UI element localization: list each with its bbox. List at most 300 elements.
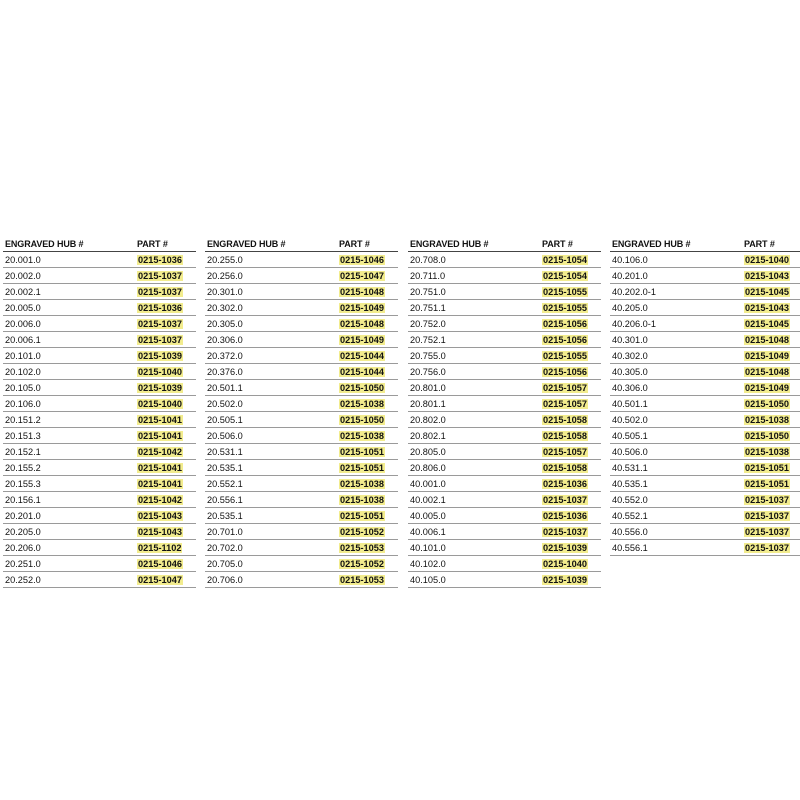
hub-number: 20.535.1 xyxy=(207,462,243,473)
hub-number: 20.556.1 xyxy=(207,494,243,505)
table-row xyxy=(3,348,196,364)
part-number: 0215-1051 xyxy=(340,462,384,473)
part-number-cell xyxy=(339,527,398,537)
part-number-cell xyxy=(339,367,398,377)
hub-number: 20.252.0 xyxy=(5,574,41,585)
hub-number: 20.005.0 xyxy=(5,302,41,313)
table-row xyxy=(610,428,800,444)
part-number-cell xyxy=(744,431,800,441)
part-number: 0215-1037 xyxy=(138,334,182,345)
table-row xyxy=(610,492,800,508)
table-column-3 xyxy=(408,236,601,588)
table-row xyxy=(408,396,601,412)
part-number-cell xyxy=(744,399,800,409)
part-number-cell xyxy=(542,463,601,473)
table-row xyxy=(610,300,800,316)
table-row xyxy=(205,268,398,284)
part-number-cell xyxy=(542,271,601,281)
part-number: 0215-1037 xyxy=(543,494,587,505)
parts-table xyxy=(3,236,797,585)
part-number: 0215-1058 xyxy=(543,462,587,473)
hub-number: 20.701.0 xyxy=(207,526,243,537)
part-number: 0215-1045 xyxy=(745,318,789,329)
table-row xyxy=(408,444,601,460)
part-number: 0215-1038 xyxy=(745,414,789,425)
hub-number: 20.531.1 xyxy=(207,446,243,457)
part-number-cell xyxy=(137,351,196,361)
hub-number: 40.001.0 xyxy=(410,478,446,489)
part-number-cell xyxy=(339,463,398,473)
hub-number: 20.151.2 xyxy=(5,414,41,425)
part-number-cell xyxy=(137,303,196,313)
table-row xyxy=(205,396,398,412)
hub-number: 40.202.0-1 xyxy=(612,286,656,297)
table-row xyxy=(610,380,800,396)
part-number-cell xyxy=(137,527,196,537)
hub-number: 20.251.0 xyxy=(5,558,41,569)
table-row xyxy=(3,412,196,428)
part-number-cell xyxy=(744,447,800,457)
table-row xyxy=(205,284,398,300)
table-row xyxy=(610,348,800,364)
part-number-cell xyxy=(542,511,601,521)
hub-number: 20.756.0 xyxy=(410,366,446,377)
table-row xyxy=(610,524,800,540)
part-number-cell xyxy=(744,335,800,345)
part-number: 0215-1043 xyxy=(138,526,182,537)
part-number: 0215-1049 xyxy=(340,334,384,345)
table-row xyxy=(205,476,398,492)
hub-number: 20.001.0 xyxy=(5,254,41,265)
part-number-cell xyxy=(542,415,601,425)
part-number: 0215-1039 xyxy=(543,574,587,585)
part-number-cell xyxy=(339,495,398,505)
column-header xyxy=(610,236,800,252)
part-number-cell xyxy=(339,303,398,313)
part-number-cell xyxy=(339,543,398,553)
table-row xyxy=(3,524,196,540)
table-row xyxy=(205,556,398,572)
hub-number: 20.706.0 xyxy=(207,574,243,585)
part-number: 0215-1037 xyxy=(745,510,789,521)
part-number: 0215-1040 xyxy=(543,558,587,569)
part-number-cell xyxy=(542,575,601,585)
table-row xyxy=(3,460,196,476)
part-number-cell xyxy=(744,319,800,329)
hub-number: 20.801.1 xyxy=(410,398,446,409)
table-row xyxy=(610,540,800,556)
part-number-cell xyxy=(339,335,398,345)
table-row xyxy=(205,316,398,332)
hub-number: 20.751.0 xyxy=(410,286,446,297)
hub-number: 40.102.0 xyxy=(410,558,446,569)
part-number-cell xyxy=(137,543,196,553)
part-number: 0215-1057 xyxy=(543,382,587,393)
hub-number: 20.106.0 xyxy=(5,398,41,409)
part-number: 0215-1050 xyxy=(745,430,789,441)
part-number-cell xyxy=(542,399,601,409)
table-row xyxy=(3,572,196,588)
part-number: 0215-1044 xyxy=(340,366,384,377)
hub-number: 20.506.0 xyxy=(207,430,243,441)
part-number: 0215-1056 xyxy=(543,366,587,377)
hub-number: 20.152.1 xyxy=(5,446,41,457)
hub-number: 40.535.1 xyxy=(612,478,648,489)
part-number: 0215-1058 xyxy=(543,414,587,425)
part-number: 0215-1046 xyxy=(340,254,384,265)
part-number-cell xyxy=(744,367,800,377)
part-number: 0215-1037 xyxy=(745,526,789,537)
table-row xyxy=(205,348,398,364)
part-number-cell xyxy=(744,463,800,473)
table-row xyxy=(610,268,800,284)
table-row xyxy=(3,380,196,396)
part-number: 0215-1039 xyxy=(543,542,587,553)
part-number: 0215-1040 xyxy=(138,398,182,409)
table-row xyxy=(408,332,601,348)
table-row xyxy=(3,556,196,572)
hub-number: 20.201.0 xyxy=(5,510,41,521)
hub-number: 20.552.1 xyxy=(207,478,243,489)
hub-number: 20.802.0 xyxy=(410,414,446,425)
part-number-cell xyxy=(744,271,800,281)
part-number: 0215-1039 xyxy=(138,382,182,393)
part-number-cell xyxy=(744,511,800,521)
part-number: 0215-1036 xyxy=(138,302,182,313)
header-engraved-hub: ENGRAVED HUB # xyxy=(207,238,286,249)
hub-number: 20.751.1 xyxy=(410,302,446,313)
part-number-cell xyxy=(744,255,800,265)
part-number: 0215-1057 xyxy=(543,398,587,409)
part-number-cell xyxy=(542,431,601,441)
hub-number: 40.552.0 xyxy=(612,494,648,505)
part-number-cell xyxy=(744,383,800,393)
table-row xyxy=(408,284,601,300)
part-number-cell xyxy=(137,271,196,281)
part-number: 0215-1048 xyxy=(745,366,789,377)
part-number-cell xyxy=(744,287,800,297)
hub-number: 20.802.1 xyxy=(410,430,446,441)
part-number-cell xyxy=(542,383,601,393)
part-number: 0215-1051 xyxy=(745,462,789,473)
part-number: 0215-1039 xyxy=(138,350,182,361)
part-number: 0215-1102 xyxy=(138,542,182,553)
part-number: 0215-1050 xyxy=(745,398,789,409)
table-row xyxy=(205,540,398,556)
part-number-cell xyxy=(542,335,601,345)
hub-number: 20.155.3 xyxy=(5,478,41,489)
part-number: 0215-1055 xyxy=(543,350,587,361)
table-row xyxy=(408,572,601,588)
table-row xyxy=(3,492,196,508)
table-row xyxy=(610,284,800,300)
table-column-2 xyxy=(205,236,398,588)
part-number-cell xyxy=(137,479,196,489)
part-number: 0215-1038 xyxy=(340,494,384,505)
table-row xyxy=(3,364,196,380)
table-row xyxy=(3,316,196,332)
part-number: 0215-1038 xyxy=(340,430,384,441)
table-row xyxy=(408,460,601,476)
part-number-cell xyxy=(744,495,800,505)
table-row xyxy=(408,412,601,428)
hub-number: 20.702.0 xyxy=(207,542,243,553)
part-number-cell xyxy=(744,351,800,361)
part-number-cell xyxy=(137,319,196,329)
part-number-cell xyxy=(137,255,196,265)
part-number-cell xyxy=(137,463,196,473)
part-number-cell xyxy=(137,431,196,441)
hub-number: 20.205.0 xyxy=(5,526,41,537)
part-number-cell xyxy=(339,575,398,585)
part-number-cell xyxy=(542,319,601,329)
part-number: 0215-1038 xyxy=(340,478,384,489)
table-row xyxy=(408,380,601,396)
part-number-cell xyxy=(137,367,196,377)
table-row xyxy=(408,316,601,332)
table-row xyxy=(3,268,196,284)
table-row xyxy=(610,316,800,332)
table-row xyxy=(408,364,601,380)
table-row xyxy=(3,540,196,556)
part-number: 0215-1038 xyxy=(340,398,384,409)
part-number-cell xyxy=(542,303,601,313)
part-number: 0215-1057 xyxy=(543,446,587,457)
part-number-cell xyxy=(137,511,196,521)
part-number-cell xyxy=(542,367,601,377)
part-number-cell xyxy=(542,351,601,361)
hub-number: 20.002.0 xyxy=(5,270,41,281)
part-number: 0215-1041 xyxy=(138,430,182,441)
part-number: 0215-1049 xyxy=(745,350,789,361)
part-number-cell xyxy=(339,479,398,489)
header-part-number: PART # xyxy=(744,238,775,249)
hub-number: 20.006.0 xyxy=(5,318,41,329)
part-number-cell xyxy=(542,543,601,553)
hub-number: 20.302.0 xyxy=(207,302,243,313)
part-number-cell xyxy=(339,287,398,297)
hub-number: 40.105.0 xyxy=(410,574,446,585)
table-row xyxy=(408,492,601,508)
header-part-number: PART # xyxy=(339,238,370,249)
part-number: 0215-1037 xyxy=(138,286,182,297)
hub-number: 20.002.1 xyxy=(5,286,41,297)
part-number: 0215-1047 xyxy=(138,574,182,585)
hub-number: 40.506.0 xyxy=(612,446,648,457)
table-row xyxy=(610,476,800,492)
hub-number: 20.155.2 xyxy=(5,462,41,473)
part-number-cell xyxy=(542,255,601,265)
table-row xyxy=(3,300,196,316)
table-row xyxy=(3,428,196,444)
hub-number: 40.302.0 xyxy=(612,350,648,361)
part-number: 0215-1040 xyxy=(745,254,789,265)
part-number: 0215-1043 xyxy=(138,510,182,521)
part-number: 0215-1051 xyxy=(340,446,384,457)
hub-number: 40.552.1 xyxy=(612,510,648,521)
table-row xyxy=(408,300,601,316)
table-row xyxy=(408,268,601,284)
part-number: 0215-1041 xyxy=(138,414,182,425)
hub-number: 20.306.0 xyxy=(207,334,243,345)
hub-number: 20.801.0 xyxy=(410,382,446,393)
part-number: 0215-1037 xyxy=(745,542,789,553)
part-number: 0215-1050 xyxy=(340,414,384,425)
table-row xyxy=(205,508,398,524)
hub-number: 20.101.0 xyxy=(5,350,41,361)
table-row xyxy=(205,412,398,428)
hub-number: 20.752.1 xyxy=(410,334,446,345)
hub-number: 40.206.0-1 xyxy=(612,318,656,329)
hub-number: 40.556.0 xyxy=(612,526,648,537)
part-number-cell xyxy=(339,447,398,457)
column-header xyxy=(3,236,196,252)
part-number-cell xyxy=(137,383,196,393)
hub-number: 20.156.1 xyxy=(5,494,41,505)
part-number-cell xyxy=(339,255,398,265)
part-number: 0215-1036 xyxy=(543,510,587,521)
part-number-cell xyxy=(137,287,196,297)
part-number: 0215-1042 xyxy=(138,446,182,457)
part-number: 0215-1042 xyxy=(138,494,182,505)
table-row xyxy=(205,428,398,444)
part-number: 0215-1041 xyxy=(138,478,182,489)
hub-number: 20.502.0 xyxy=(207,398,243,409)
table-column-4 xyxy=(610,236,800,556)
part-number: 0215-1058 xyxy=(543,430,587,441)
part-number-cell xyxy=(339,319,398,329)
hub-number: 20.256.0 xyxy=(207,270,243,281)
part-number: 0215-1050 xyxy=(340,382,384,393)
part-number: 0215-1048 xyxy=(745,334,789,345)
part-number: 0215-1049 xyxy=(340,302,384,313)
part-number: 0215-1051 xyxy=(745,478,789,489)
table-row xyxy=(610,332,800,348)
table-row xyxy=(205,572,398,588)
header-engraved-hub: ENGRAVED HUB # xyxy=(410,238,489,249)
part-number-cell xyxy=(339,351,398,361)
table-row xyxy=(205,524,398,540)
table-row xyxy=(408,428,601,444)
hub-number: 20.301.0 xyxy=(207,286,243,297)
hub-number: 20.102.0 xyxy=(5,366,41,377)
part-number: 0215-1043 xyxy=(745,270,789,281)
table-row xyxy=(205,492,398,508)
part-number-cell xyxy=(339,559,398,569)
part-number: 0215-1055 xyxy=(543,286,587,297)
table-row xyxy=(3,508,196,524)
part-number-cell xyxy=(339,511,398,521)
part-number: 0215-1038 xyxy=(745,446,789,457)
hub-number: 20.755.0 xyxy=(410,350,446,361)
hub-number: 20.006.1 xyxy=(5,334,41,345)
part-number-cell xyxy=(339,271,398,281)
table-row xyxy=(610,364,800,380)
hub-number: 40.502.0 xyxy=(612,414,648,425)
part-number: 0215-1053 xyxy=(340,574,384,585)
table-row xyxy=(408,508,601,524)
part-number: 0215-1043 xyxy=(745,302,789,313)
hub-number: 20.535.1 xyxy=(207,510,243,521)
table-row xyxy=(610,444,800,460)
table-row xyxy=(408,524,601,540)
hub-number: 40.301.0 xyxy=(612,334,648,345)
part-number: 0215-1046 xyxy=(138,558,182,569)
hub-number: 40.201.0 xyxy=(612,270,648,281)
table-row xyxy=(205,332,398,348)
part-number-cell xyxy=(542,287,601,297)
hub-number: 40.305.0 xyxy=(612,366,648,377)
part-number-cell xyxy=(542,447,601,457)
hub-number: 40.101.0 xyxy=(410,542,446,553)
hub-number: 20.708.0 xyxy=(410,254,446,265)
hub-number: 40.505.1 xyxy=(612,430,648,441)
column-header xyxy=(205,236,398,252)
part-number-cell xyxy=(137,495,196,505)
part-number-cell xyxy=(137,447,196,457)
part-number-cell xyxy=(339,383,398,393)
part-number-cell xyxy=(744,527,800,537)
hub-number: 20.376.0 xyxy=(207,366,243,377)
part-number-cell xyxy=(542,559,601,569)
table-row xyxy=(408,540,601,556)
table-row xyxy=(205,380,398,396)
hub-number: 20.206.0 xyxy=(5,542,41,553)
table-row xyxy=(610,396,800,412)
part-number: 0215-1048 xyxy=(340,318,384,329)
hub-number: 40.006.1 xyxy=(410,526,446,537)
hub-number: 20.752.0 xyxy=(410,318,446,329)
part-number-cell xyxy=(137,415,196,425)
part-number-cell xyxy=(137,559,196,569)
hub-number: 20.805.0 xyxy=(410,446,446,457)
header-engraved-hub: ENGRAVED HUB # xyxy=(5,238,84,249)
hub-number: 20.806.0 xyxy=(410,462,446,473)
hub-number: 40.106.0 xyxy=(612,254,648,265)
part-number: 0215-1041 xyxy=(138,462,182,473)
table-row xyxy=(610,412,800,428)
part-number-cell xyxy=(744,303,800,313)
part-number-cell xyxy=(137,335,196,345)
table-row xyxy=(205,364,398,380)
part-number: 0215-1040 xyxy=(138,366,182,377)
column-header xyxy=(408,236,601,252)
table-row xyxy=(3,476,196,492)
hub-number: 40.501.1 xyxy=(612,398,648,409)
part-number-cell xyxy=(137,575,196,585)
part-number: 0215-1053 xyxy=(340,542,384,553)
part-number-cell xyxy=(744,415,800,425)
hub-number: 40.531.1 xyxy=(612,462,648,473)
table-row xyxy=(610,252,800,268)
part-number-cell xyxy=(542,495,601,505)
part-number-cell xyxy=(542,479,601,489)
table-row xyxy=(3,284,196,300)
hub-number: 40.002.1 xyxy=(410,494,446,505)
part-number: 0215-1045 xyxy=(745,286,789,297)
hub-number: 20.151.3 xyxy=(5,430,41,441)
part-number-cell xyxy=(744,479,800,489)
part-number: 0215-1052 xyxy=(340,558,384,569)
part-number: 0215-1037 xyxy=(138,270,182,281)
part-number: 0215-1056 xyxy=(543,334,587,345)
table-row xyxy=(205,444,398,460)
part-number: 0215-1037 xyxy=(543,526,587,537)
part-number: 0215-1054 xyxy=(543,270,587,281)
table-row xyxy=(3,252,196,268)
table-row xyxy=(610,508,800,524)
part-number-cell xyxy=(339,415,398,425)
